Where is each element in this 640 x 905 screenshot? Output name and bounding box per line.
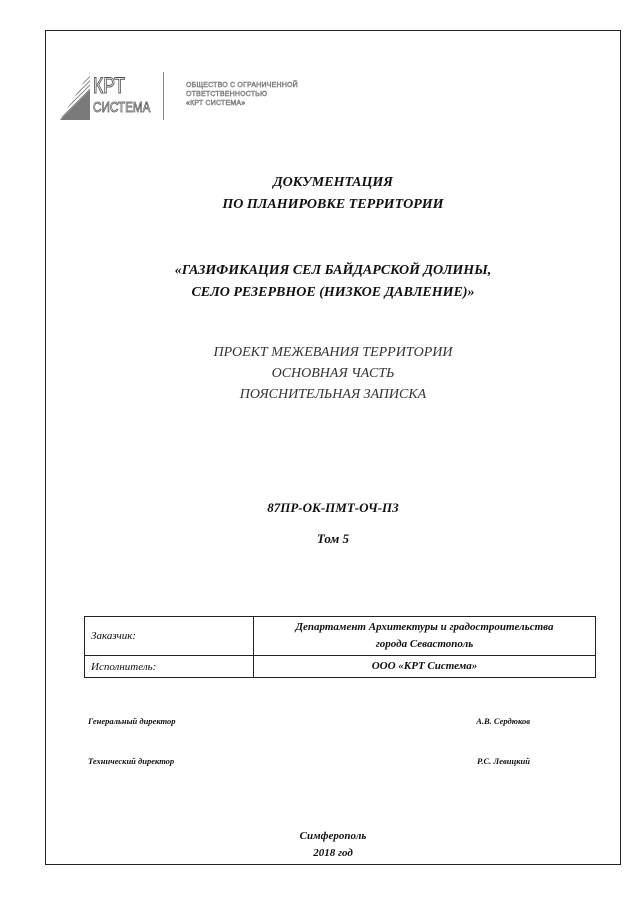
logo-org-line: «КРТ СИСТЕМА» [186,100,246,107]
customer-value [254,617,596,656]
signature-name: Р.С. Левицкий [476,756,530,766]
volume-number: Том 5 [316,531,350,546]
document-title [45,172,621,216]
customer-value-line: города Севастополь [375,638,474,650]
subtitle-line: ПОЯСНИТЕЛЬНАЯ ЗАПИСКА [239,387,427,402]
footer [45,828,621,862]
logo-hatch-mark [60,72,90,120]
company-logo [60,72,320,122]
logo-divider [163,72,164,120]
contractor-label: Исполнитель: [85,656,254,678]
project-line: «ГАЗИФИКАЦИЯ СЕЛ БАЙДАРСКОЙ ДОЛИНЫ, [174,263,492,278]
signature-position: Генеральный директор [88,716,176,726]
footer-year: 2018 год [313,847,353,859]
signature-name: А.В. Сердюков [476,716,530,726]
contractor-value: ООО «КРТ Система» [254,656,596,678]
logo-brand-subtext: СИСТЕМА [93,99,151,116]
subtitle-line: ПРОЕКТ МЕЖЕВАНИЯ ТЕРРИТОРИИ [213,345,453,360]
signature-position: Технический директор [88,756,175,766]
logo-brand-text: КРТ [93,73,125,98]
customer-label: Заказчик: [85,617,254,656]
project-name [45,260,621,304]
document-code: 87ПР-ОК-ПМТ-ОЧ-ПЗ [267,500,399,515]
logo-org-line: ОБЩЕСТВО С ОГРАНИЧЕННОЙ [186,82,298,89]
title-line: ДОКУМЕНТАЦИЯ [273,175,393,190]
document-subtitle [45,342,621,405]
title-line: ПО ПЛАНИРОВКЕ ТЕРРИТОРИИ [222,197,444,212]
page-frame [45,30,621,865]
logo-org-line: ОТВЕТСТВЕННОСТЬЮ [186,91,268,98]
footer-city: Симферополь [299,830,367,842]
table-row [85,656,596,678]
info-table [84,616,596,678]
customer-value-line: Департамент Архитектуры и градостроительства [295,621,554,633]
subtitle-line: ОСНОВНАЯ ЧАСТЬ [271,366,395,381]
logo-org-name [186,81,298,108]
table-row [85,617,596,656]
project-line: СЕЛО РЕЗЕРВНОЕ (НИЗКОЕ ДАВЛЕНИЕ)» [191,285,475,300]
